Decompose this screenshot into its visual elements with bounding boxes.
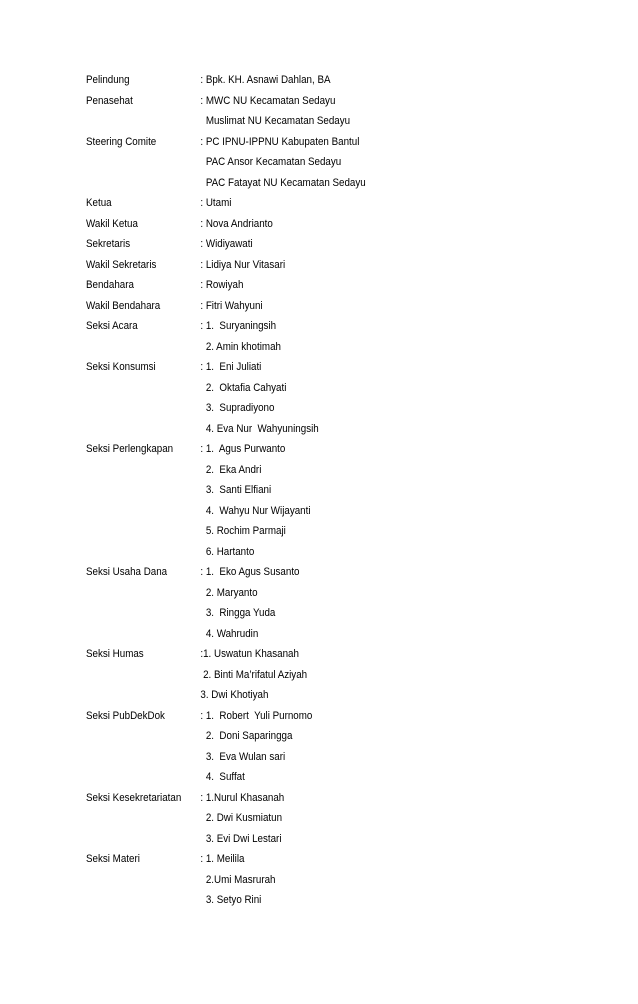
roster-row [86, 480, 516, 501]
committee-roster [86, 70, 586, 911]
roster-row [86, 603, 516, 624]
roster-row [86, 419, 516, 440]
roster-row [86, 316, 516, 337]
roster-member-value: : 1. Eko Agus Susanto [200, 566, 300, 578]
roster-row [86, 91, 516, 112]
roster-member-value: 2. Amin khotimah [200, 340, 281, 353]
roster-member-value: : Widiyawati [200, 238, 253, 250]
roster-member-value: 5. Rochim Parmaji [200, 525, 286, 537]
roster-member-value: : 1. Agus Purwanto [200, 443, 286, 455]
roster-role-label: Wakil Sekretaris [86, 258, 157, 271]
roster-role-label: Bendahara [86, 279, 134, 291]
roster-role-label: Seksi Perlengkapan [86, 443, 174, 455]
roster-member-value: 3. Dwi Khotiyah [200, 689, 269, 701]
roster-member-value: 2. Binti Ma’rifatul Aziyah [200, 668, 308, 681]
roster-member-value: : Bpk. KH. Asnawi Dahlan, BA [200, 74, 331, 86]
roster-row [86, 398, 516, 419]
roster-row [86, 542, 516, 563]
roster-member-value: 2. Dwi Kusmiatun [200, 812, 283, 824]
roster-member-value: 4. Wahyu Nur Wijayanti [200, 504, 311, 517]
roster-member-value: : Fitri Wahyuni [200, 299, 263, 312]
roster-role-label: Pelindung [86, 74, 130, 86]
roster-row [86, 849, 516, 870]
roster-row [86, 439, 516, 460]
roster-member-value: 4. Suffat [200, 771, 245, 783]
roster-row [86, 193, 516, 214]
roster-member-value: 2. Oktafia Cahyati [200, 381, 287, 394]
roster-row [86, 152, 516, 173]
roster-row [86, 255, 516, 276]
roster-row [86, 378, 516, 399]
roster-row [86, 726, 516, 747]
roster-role-label: Wakil Ketua [86, 217, 138, 230]
roster-role-label: Seksi Materi [86, 853, 140, 865]
roster-row [86, 624, 516, 645]
roster-member-value: 3. Supradiyono [200, 402, 275, 414]
roster-role-label: Seksi Usaha Dana [86, 566, 168, 578]
roster-member-value: : 1. Robert Yuli Purnomo [200, 709, 313, 722]
roster-role-label: Seksi Konsumsi [86, 361, 156, 373]
roster-row [86, 747, 516, 768]
roster-member-value: 4. Wahrudin [200, 627, 259, 640]
roster-member-value: 3. Setyo Rini [200, 894, 262, 906]
roster-member-value: 6. Hartanto [200, 545, 255, 558]
roster-member-value: 2. Eka Andri [200, 463, 262, 476]
roster-member-value: 3. Santi Elfiani [200, 484, 272, 496]
roster-member-value: Muslimat NU Kecamatan Sedayu [200, 115, 351, 127]
roster-row [86, 644, 516, 665]
roster-member-value: : 1. Eni Juliati [200, 361, 262, 373]
roster-member-value: 2. Doni Saparingga [200, 730, 293, 742]
roster-role-label: Seksi PubDekDok [86, 709, 165, 722]
roster-role-label: Seksi Kesekretariatan [86, 791, 182, 804]
roster-member-value: PAC Fatayat NU Kecamatan Sedayu [200, 176, 366, 189]
roster-role-label: Steering Comite [86, 135, 157, 148]
roster-row [86, 706, 516, 727]
roster-member-value: :1. Uswatun Khasanah [200, 648, 299, 660]
roster-row [86, 521, 516, 542]
roster-row [86, 111, 516, 132]
roster-row [86, 275, 516, 296]
roster-row [86, 685, 516, 706]
roster-member-value: 3. Evi Dwi Lestari [200, 832, 282, 845]
roster-member-value: 4. Eva Nur Wahyuningsih [200, 422, 319, 435]
roster-member-value: : 1.Nurul Khasanah [200, 791, 285, 804]
roster-member-value: : Utami [200, 197, 232, 209]
roster-row [86, 890, 516, 911]
roster-member-value: : 1. Meilila [200, 853, 245, 865]
roster-role-label: Seksi Humas [86, 648, 144, 660]
roster-row [86, 583, 516, 604]
roster-member-value: : PC IPNU-IPPNU Kabupaten Bantul [200, 135, 360, 148]
roster-row [86, 829, 516, 850]
roster-member-value: : Rowiyah [200, 279, 244, 291]
roster-role-label: Wakil Bendahara [86, 299, 161, 312]
roster-row [86, 296, 516, 317]
roster-row [86, 788, 516, 809]
roster-member-value: : Nova Andrianto [200, 217, 273, 230]
roster-member-value: : MWC NU Kecamatan Sedayu [200, 94, 336, 107]
roster-row [86, 501, 516, 522]
roster-row [86, 214, 516, 235]
roster-row [86, 460, 516, 481]
roster-row [86, 767, 516, 788]
roster-row [86, 357, 516, 378]
roster-row [86, 665, 516, 686]
roster-member-value: 3. Ringga Yuda [200, 607, 276, 619]
roster-role-label: Ketua [86, 197, 112, 209]
roster-row [86, 337, 516, 358]
roster-row [86, 234, 516, 255]
roster-row [86, 173, 516, 194]
roster-role-label: Sekretaris [86, 238, 131, 250]
roster-member-value: PAC Ansor Kecamatan Sedayu [200, 156, 342, 168]
roster-member-value: 2. Maryanto [200, 586, 258, 599]
roster-row [86, 70, 516, 91]
roster-row [86, 870, 516, 891]
roster-row [86, 562, 516, 583]
roster-row [86, 132, 516, 153]
roster-member-value: 2.Umi Masrurah [200, 873, 276, 886]
roster-member-value: : 1. Suryaningsih [200, 320, 277, 332]
roster-member-value: 3. Eva Wulan sari [200, 750, 286, 763]
roster-member-value: : Lidiya Nur Vitasari [200, 258, 286, 271]
roster-role-label: Penasehat [86, 94, 133, 107]
roster-row [86, 808, 516, 829]
roster-role-label: Seksi Acara [86, 320, 138, 332]
